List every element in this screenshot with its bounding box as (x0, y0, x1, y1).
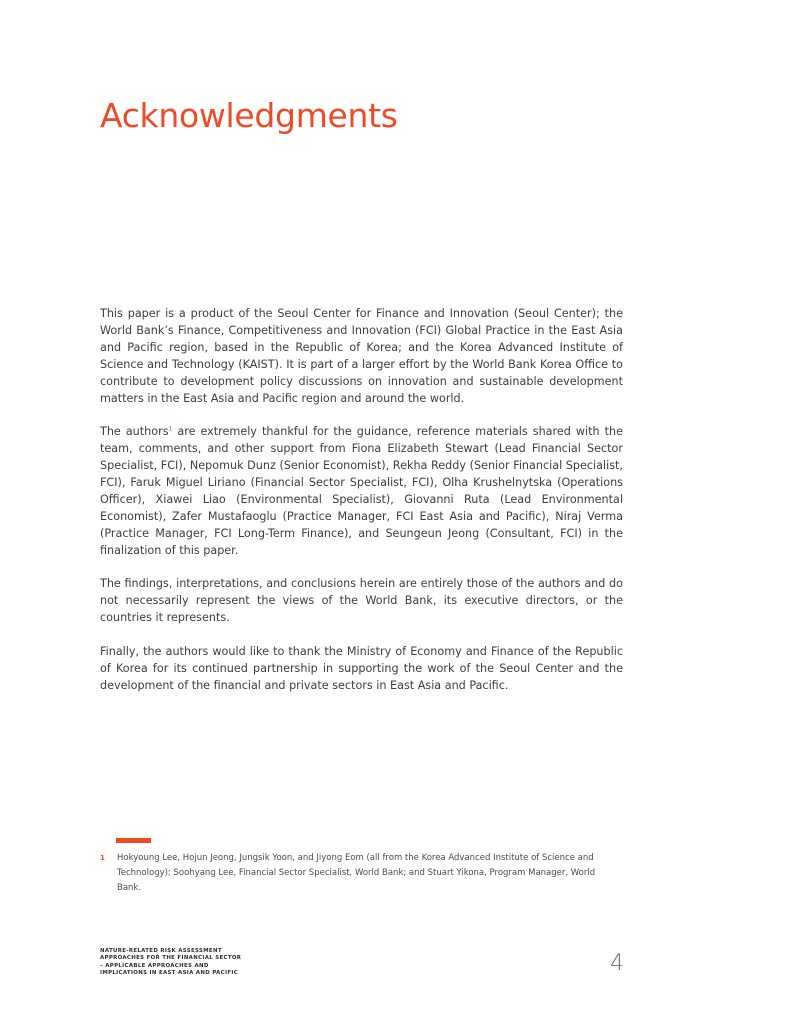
paragraph-thanks (100, 424, 623, 559)
report-title (100, 948, 300, 977)
paragraph-thanks-rest: are extremely thankful for the guidance, reference materials shared with the team, comments, and other support from Fiona Elizabeth Stewart (Lead Financial Sector Specialist, FCI), Nepomuk Dunz (Senior Economist), Rekha Reddy (Senior Financial Specialist, FCI), Faruk Miguel Liriano (Financial Sector Specialist, FCI), Olha Krushelnytska (Operations Officer), Xiawei Liao (Environmental Specialist), Giovanni Ruta (Lead Environmental Economist), Zafer Mustafaoglu (Practice Manager, FCI East Asia and Pacific), Niraj Verma (Practice Manager, FCI Long-Term Finance), and Seungeun Jeong (Consultant, FCI) in the finalization of this paper. (100, 425, 623, 557)
footnote-number: 1 (100, 854, 105, 862)
footnote-divider (116, 838, 151, 843)
footnote-reference[interactable]: 1 (168, 425, 173, 433)
paragraph-intro: This paper is a product of the Seoul Center for Finance and Innovation (Seoul Center); the World Bank’s Finance, Competitiveness and Innovation (FCI) Global Practice in the East Asia and Pacific region, based in the Republic of Korea; and the Korea Advanced Institute of Science and Technology (KAIST). It is part of a larger effort by the World Bank Korea Office to contribute to development policy discussions on innovation and sustainable development matters in the East Asia and Pacific region and around the world. (100, 307, 623, 405)
paragraph-final: Finally, the authors would like to thank the Ministry of Economy and Finance of the Republic of Korea for its continued partnership in supporting the work of the Seoul Center and the development of the financial and private sectors in East Asia and Pacific. (100, 645, 623, 692)
acknowledgments-body (100, 306, 623, 712)
report-title-line: APPROACHES FOR THE FINANCIAL SECTOR (100, 955, 242, 962)
report-title-line: NATURE-RELATED RISK ASSESSMENT (100, 948, 222, 954)
report-title-line: IMPLICATIONS IN EAST ASIA AND PACIFIC (100, 969, 239, 976)
page-title: Acknowledgments (100, 96, 398, 135)
footnote (100, 851, 620, 896)
footnote-text: Hokyoung Lee, Hojun Jeong, Jungsik Yoon, and Jiyong Eom (all from the Korea Advanced Institute of Science and Technology); Soohyang Lee, Financial Sector Specialist, World Bank; and Stuart Yikona, Program Manager, World Bank. (117, 853, 596, 893)
page-number: 4 (610, 951, 624, 976)
paragraph-thanks-lead: The authors (100, 425, 169, 439)
report-title-line: – APPLICABLE APPROACHES AND (100, 962, 209, 969)
paragraph-disclaimer: The findings, interpretations, and conclusions herein are entirely those of the authors and do not necessarily represent the views of the World Bank, its executive directors, or the countries it represents. (100, 577, 623, 625)
